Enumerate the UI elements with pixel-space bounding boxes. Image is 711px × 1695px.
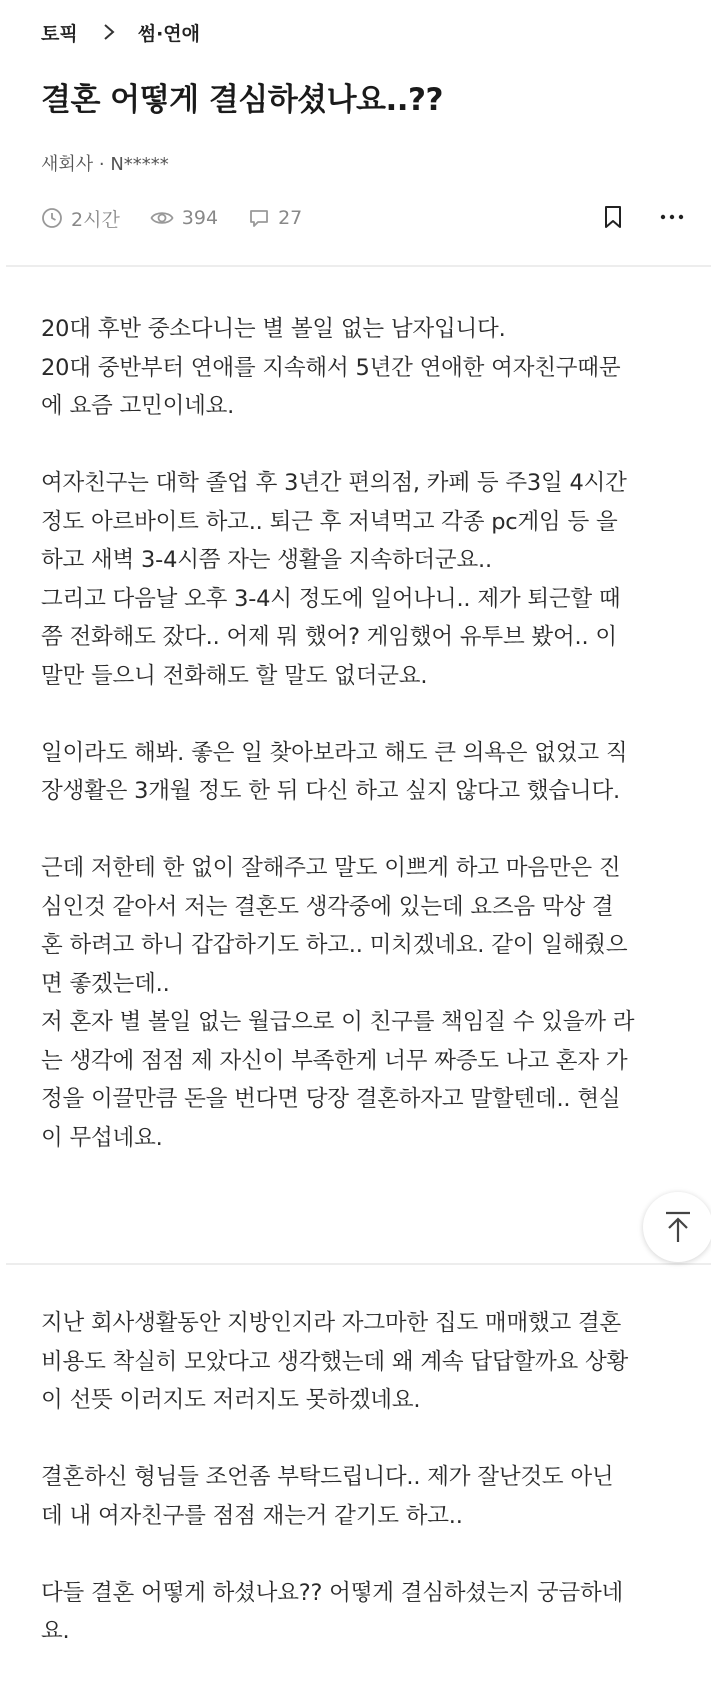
post-body-main: 20대 후반 중소다니는 별 볼일 없는 남자입니다. 20대 중반부터 연애를 지속해서 5년간 연애한 여자친구때문 에 요즘 고민이네요. 여자친구는 대학 졸업 후 3년간 편의점, 카페 등 주3일 4시간 정도 아르바이트 하고.. 퇴근 후 저녁먹고 각종 pc게임 등 을 하고 새벽 3-4시쯤 자는 생활을 지속하더군요.. 그리고 다음날 오후 3-4시 정도에 일어나니.. 제가 퇴근할 때 쯤 전화해도 잤다.. 어제 뭐 했어? 게임했어 유투브 봤어.. 이 말만 들으니 전화해도 할 말도 없더군요. 일이라도 해봐. 좋은 일 찾아보라고 해도 큰 의욕은 없었고 직 장생활은 3개월 정도 한 뒤 다신 하고 싶지 않다고 했습니다. 근데 저한테 한 없이 잘해주고 말도 이쁘게 하고 마음만은 진 심인것 같아서 저는 결혼도 생각중에 있는데 요즈음 막상 결 혼 하려고 하니 갑갑하기도 하고.. 미치겠네요. 같이 일해줬으 면 좋겠는데.. 저 혼자 별 볼일 없는 월급으로 이 친구를 책임질 수 있을까 라 는 생각에 점점 제 자신이 부족한게 너무 짜증도 나고 혼자 가 정을 이끌만큼 돈을 번다면 당장 결혼하자고 말할텐데.. 현실 이 무섭네요.: [41, 316, 635, 1151]
bookmark-icon: [603, 205, 623, 229]
speech-bubble-icon: [248, 207, 270, 229]
post-time-text: 2시간: [71, 208, 120, 231]
post-meta: [41, 203, 332, 233]
chevron-right-icon: [94, 18, 124, 46]
breadcrumb-topic-link[interactable]: 토픽: [41, 22, 78, 45]
header-divider: [6, 265, 711, 267]
post-views: [150, 207, 218, 229]
post-comments-count: 27: [278, 207, 303, 229]
breadcrumb: [41, 18, 200, 46]
bookmark-button[interactable]: [603, 205, 623, 233]
post-author[interactable]: 새회사 · N*****: [41, 154, 169, 175]
post-title: 결혼 어떻게 결심하셨나요..??: [41, 82, 444, 118]
breadcrumb-category-link[interactable]: 썸·연애: [137, 22, 200, 45]
arrow-up-icon: [663, 1210, 693, 1244]
post-comments[interactable]: [248, 207, 302, 229]
post-time: [41, 205, 120, 232]
section-divider: [6, 1263, 711, 1265]
eye-icon: [150, 207, 174, 229]
post-body-continued: 지난 회사생활동안 지방인지라 자그마한 집도 매매했고 결혼 비용도 착실히 모았다고 생각했는데 왜 계속 답답할까요 상황 이 선뜻 이러지도 저러지도 못하겠네요. 결혼하신 형님들 조언좀 부탁드립니다.. 제가 잘난것도 아닌 데 내 여자친구를 점점 재는거 같기도 하고.. 다들 결혼 어떻게 하셨나요?? 어떻게 결심하셨는지 궁금하네 요.: [41, 1310, 629, 1644]
scroll-to-top-button[interactable]: [643, 1192, 711, 1262]
more-dots-icon: [660, 206, 684, 228]
clock-icon: [41, 207, 63, 229]
more-options-button[interactable]: [660, 206, 684, 232]
post-views-count: 394: [181, 207, 219, 229]
